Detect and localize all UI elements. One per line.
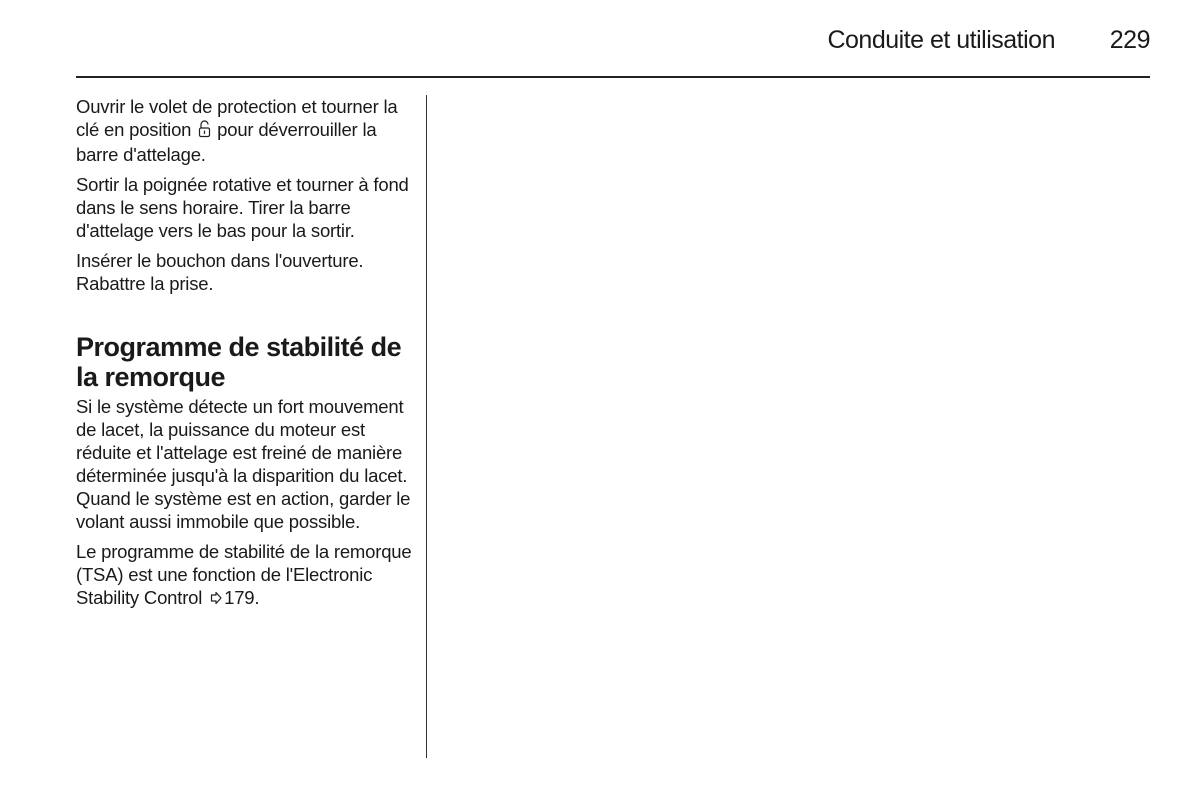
page-number: 229: [1109, 26, 1150, 54]
header-title: Conduite et utilisation: [827, 26, 1055, 54]
page-header: [76, 22, 1150, 78]
page-reference-arrow-icon: [210, 587, 222, 610]
paragraph-unlock-towbar: [76, 95, 412, 166]
paragraph-tsa-description: Si le système détecte un fort mouvement de lacet, la puissance du moteur est réduite et l'attelage est freiné de manière déterminée jusqu'à la disparition du lacet. Quand le système est en action, garder le volant aussi immobile que possible.: [76, 396, 411, 532]
paragraph-insert-plug: Insérer le bouchon dans l'ouverture. Rabattre la prise.: [76, 250, 364, 294]
paragraph-text: .: [254, 587, 260, 608]
paragraph-text: Ouvrir le volet de protection et tourner la clé en position: [76, 96, 398, 140]
page-reference-number[interactable]: 179: [224, 587, 255, 608]
paragraph-pull-towbar: Sortir la poignée rotative et tourner à fond dans le sens horaire. Tirer la barre d'attelage vers le bas pour la sortir.: [76, 174, 409, 241]
paragraph-tsa-reference: [76, 540, 412, 610]
paragraph-text: Le programme de stabilité de la remorque (TSA) est une fonction de l'Electronic Stability Control: [76, 541, 412, 608]
paragraph-text: pour déverrouiller la barre d'attelage.: [76, 119, 377, 165]
unlock-icon: [198, 119, 211, 143]
column-divider: [426, 95, 427, 758]
text-column: [76, 95, 412, 617]
section-heading: Programme de stabilité de la remorque: [76, 332, 402, 392]
